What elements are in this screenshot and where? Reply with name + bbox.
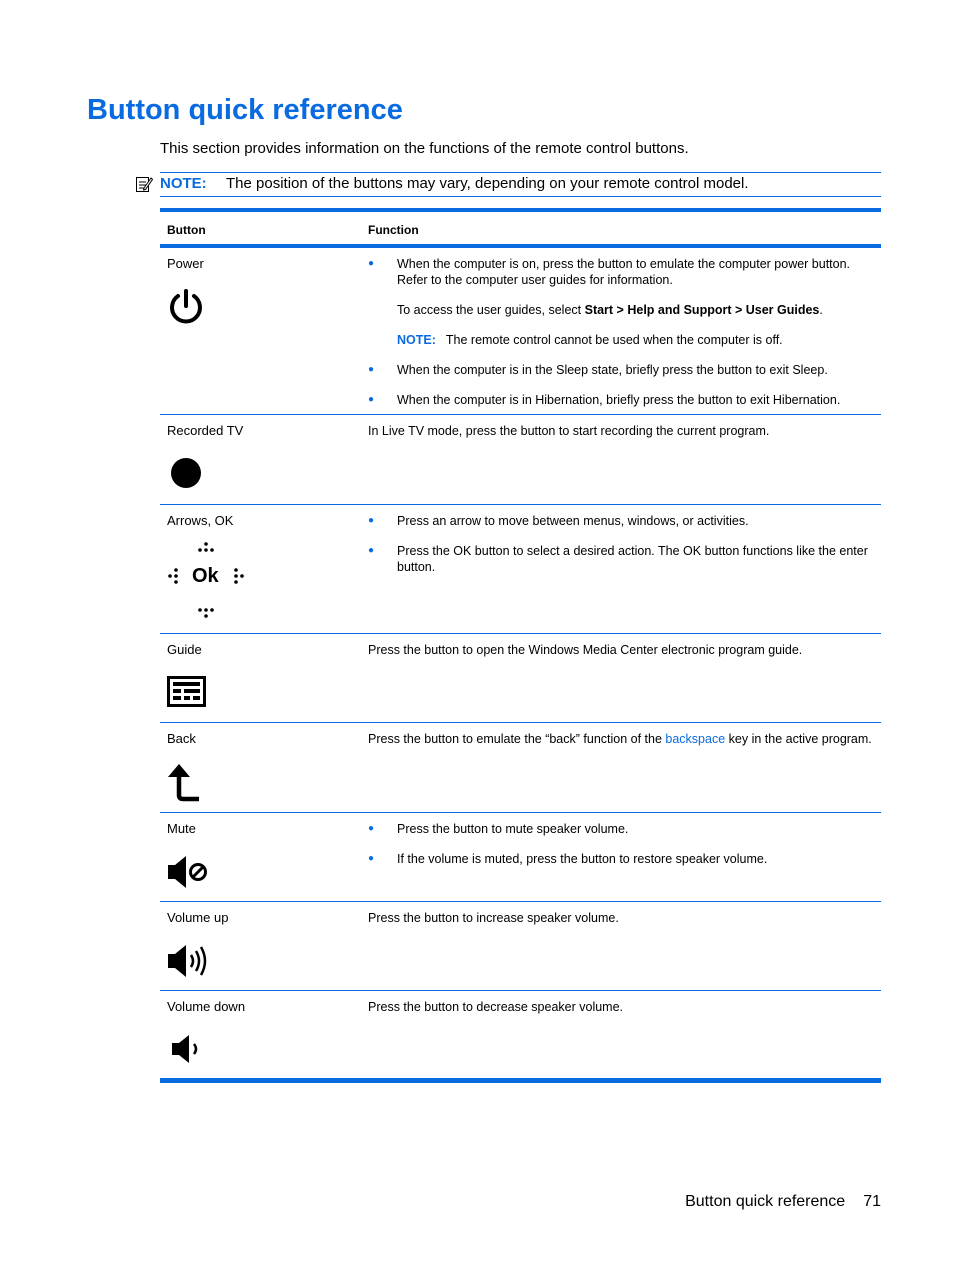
function-cell: In Live TV mode, press the button to start recording the current program. — [368, 424, 770, 438]
table-row-recorded-tv — [160, 415, 881, 505]
note-box — [160, 172, 881, 197]
table-header — [160, 212, 881, 248]
button-name: Back — [167, 731, 196, 746]
function-cell: Press the button to open the Windows Media Center electronic program guide. — [368, 643, 803, 657]
page-number: 71 — [863, 1193, 881, 1210]
user-guides-instruction: To access the user guides, select Start > Help and Support > User Guides. — [397, 303, 823, 317]
menu-path: Start > Help and Support > User Guides — [584, 303, 820, 317]
note-pencil-icon — [135, 175, 153, 193]
button-name: Recorded TV — [167, 423, 244, 438]
button-name: Power — [167, 256, 204, 271]
list-item: ● If the volume is muted, press the button to restore speaker volume. — [368, 851, 878, 867]
table-row-power — [160, 248, 881, 415]
arrows-ok-icon — [167, 539, 251, 625]
function-cell: Press the button to decrease speaker volume. — [368, 1000, 624, 1014]
table-row-volume-up — [160, 902, 881, 991]
button-reference-table — [160, 208, 881, 1083]
function-cell — [368, 821, 878, 881]
volume-up-icon — [167, 944, 209, 978]
list-item: ● Press the OK button to select a desired action. The OK button functions like the enter button. — [368, 543, 878, 575]
table-row-back — [160, 723, 881, 813]
table-row-mute — [160, 813, 881, 902]
table-row-guide — [160, 634, 881, 723]
list-item: ● When the computer is in Hibernation, briefly press the button to exit Hibernation. — [368, 392, 878, 408]
note-text: The position of the buttons may vary, depending on your remote control model. — [226, 175, 749, 192]
intro-paragraph: This section provides information on the functions of the remote control buttons. — [160, 140, 689, 157]
list-item: ● When the computer is on, press the button to emulate the computer power button. Refer to the computer user guides for information. — [368, 256, 878, 288]
guide-icon — [167, 676, 207, 708]
power-note: NOTE: The remote control cannot be used when the computer is off. — [397, 333, 783, 347]
list-item: ● Press an arrow to move between menus, windows, or activities. — [368, 513, 878, 529]
function-cell: Press the button to emulate the “back” function of the backspace key in the active program. — [368, 732, 872, 746]
note-label: NOTE: — [160, 175, 207, 192]
ok-glyph: Ok — [192, 565, 219, 587]
function-cell — [368, 256, 878, 408]
header-button: Button — [167, 223, 206, 237]
list-item: ● Press the button to mute speaker volume. — [368, 821, 878, 837]
button-name: Arrows, OK — [167, 513, 234, 528]
header-function: Function — [368, 223, 419, 237]
function-cell — [368, 513, 878, 589]
table-row-volume-down — [160, 991, 881, 1083]
volume-down-icon — [167, 1033, 209, 1067]
note-label: NOTE: — [397, 333, 436, 347]
function-cell: Press the button to increase speaker volume. — [368, 911, 619, 925]
button-name: Volume down — [167, 999, 246, 1014]
button-name: Volume up — [167, 910, 229, 925]
list-item: ● When the computer is in the Sleep state, briefly press the button to exit Sleep. — [368, 362, 878, 378]
power-icon — [167, 288, 205, 326]
page-title: Button quick reference — [87, 94, 403, 126]
backspace-link[interactable]: backspace — [665, 732, 726, 746]
back-arrow-icon — [167, 761, 203, 803]
table-row-arrows-ok — [160, 505, 881, 634]
page-footer — [685, 1192, 881, 1212]
button-name: Mute — [167, 821, 196, 836]
button-name: Guide — [167, 642, 202, 657]
record-icon — [167, 457, 201, 491]
mute-icon — [167, 855, 209, 889]
footer-section-title: Button quick reference — [685, 1193, 846, 1210]
